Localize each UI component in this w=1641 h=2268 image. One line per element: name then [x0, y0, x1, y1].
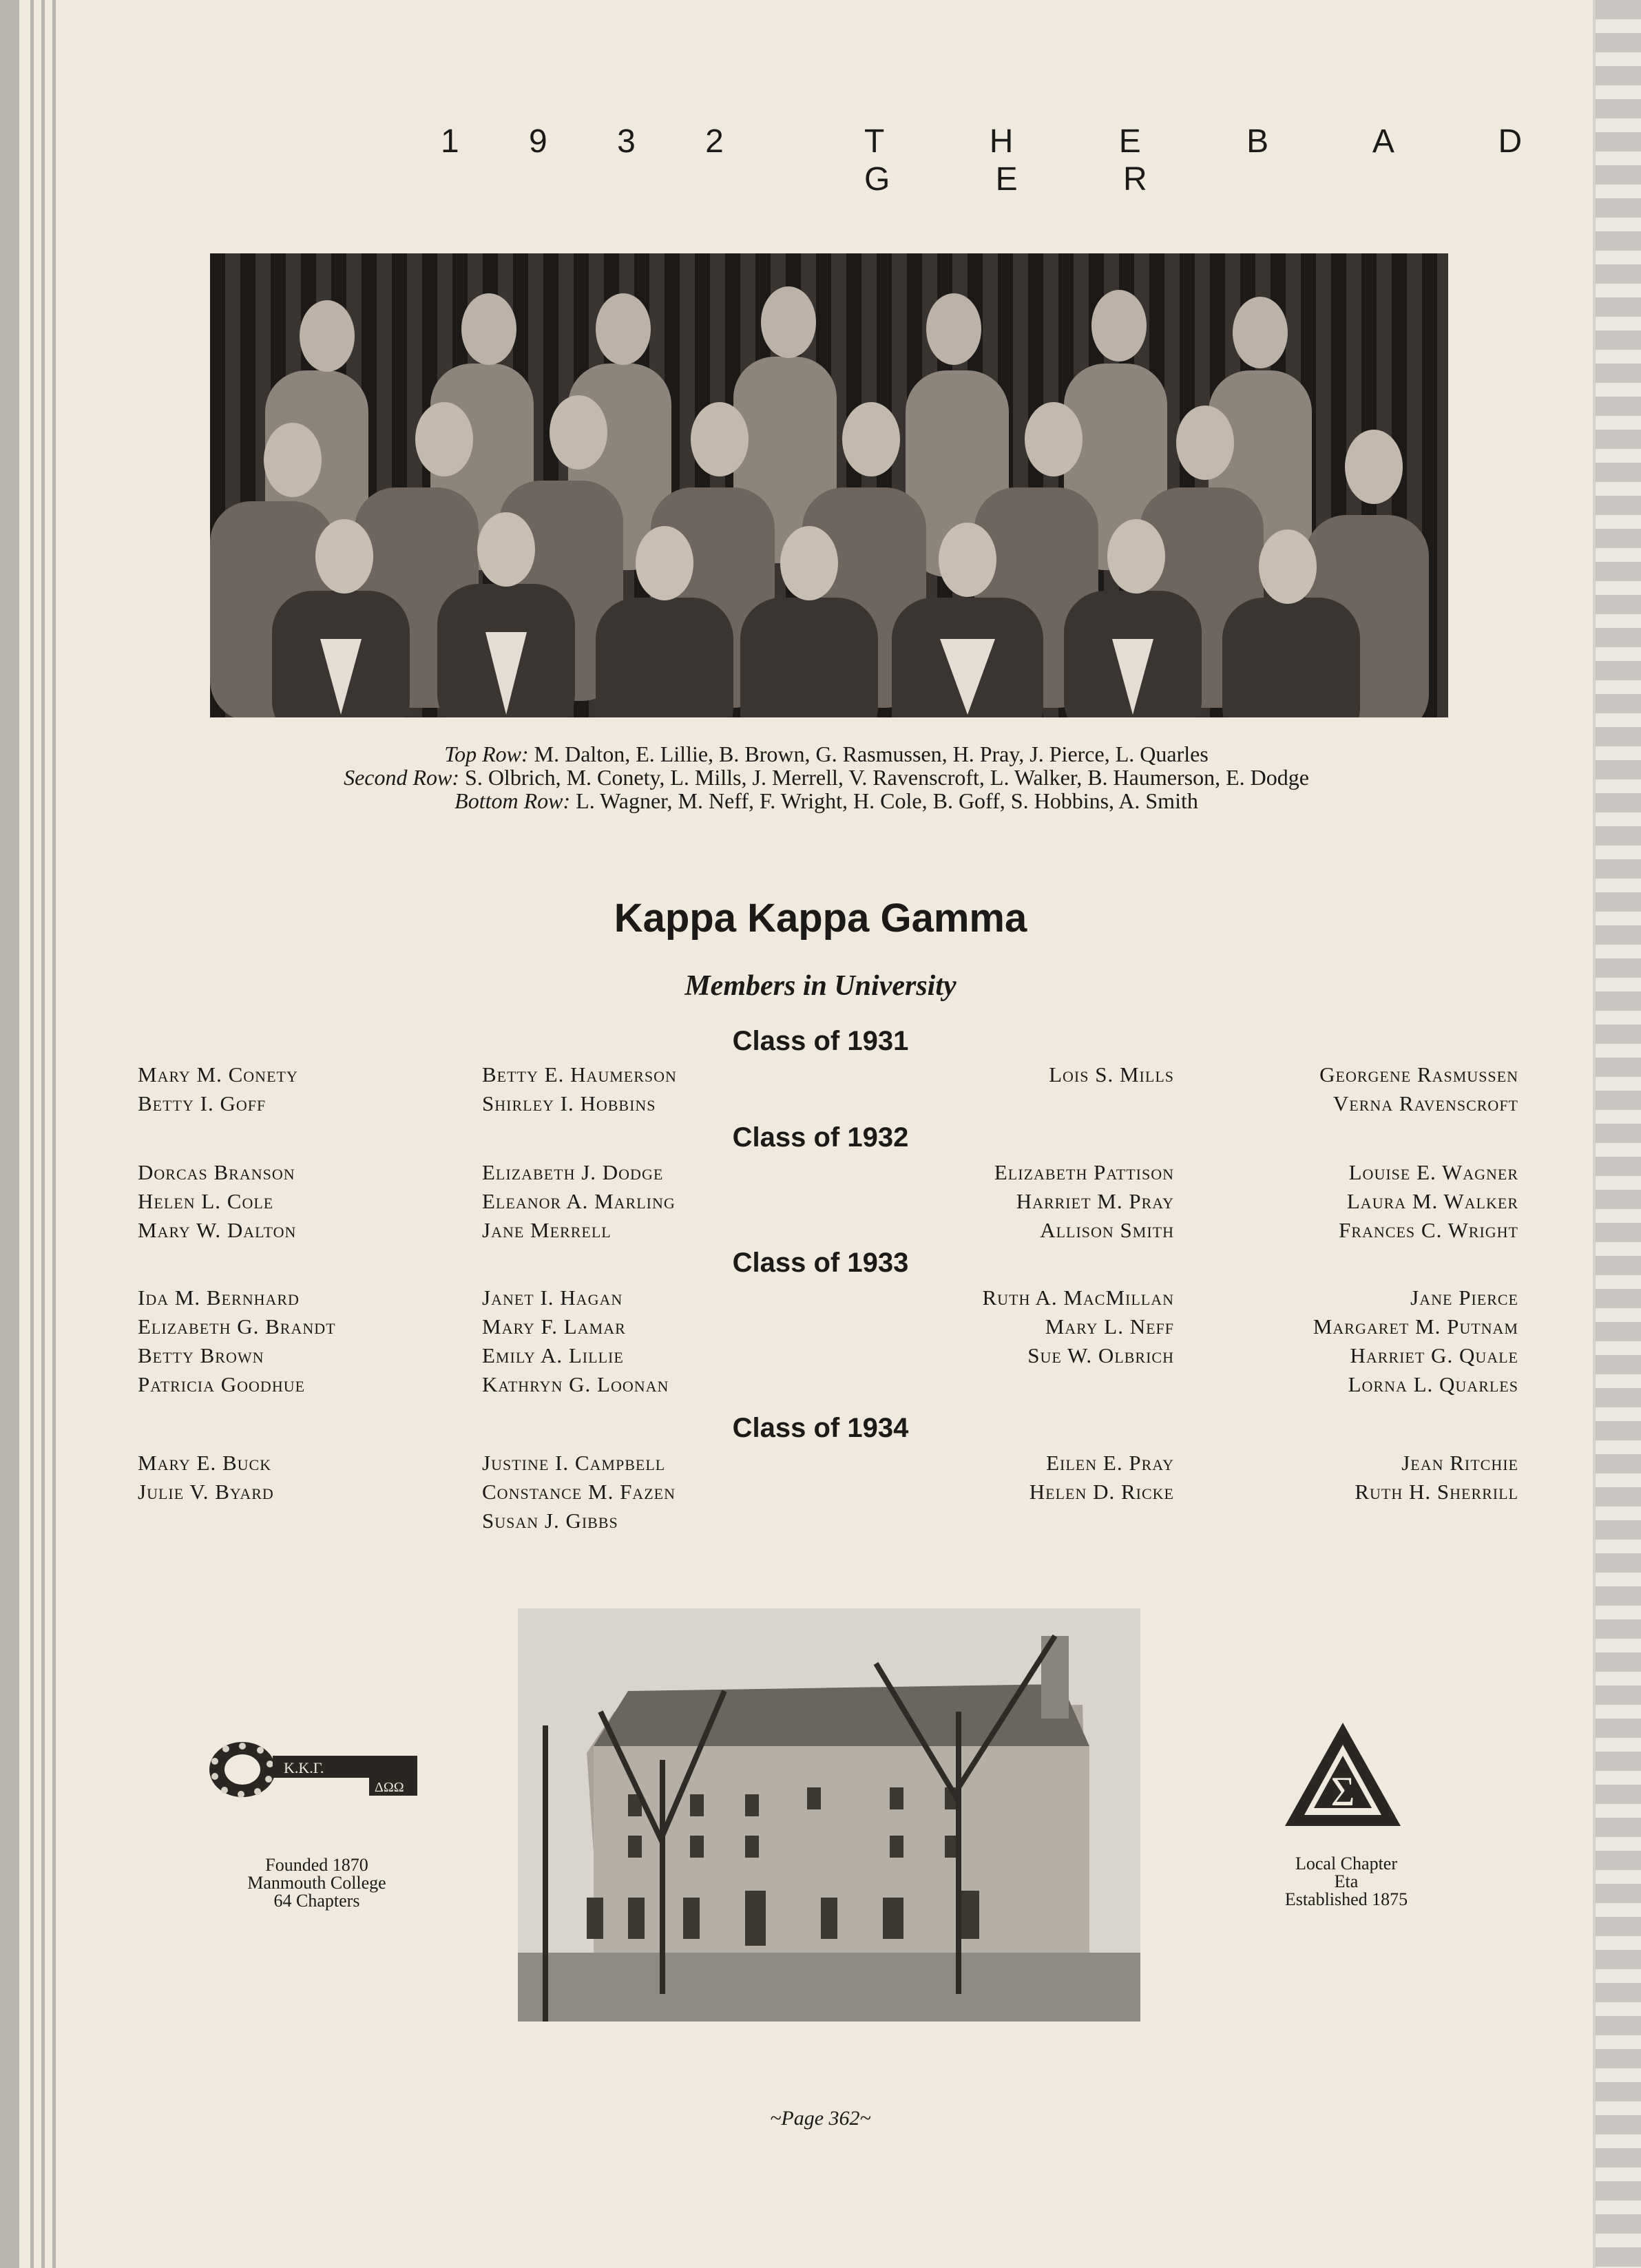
member-column	[826, 1449, 1174, 1506]
local-chapter-caption	[1253, 1855, 1439, 1909]
organization-title: Kappa Kappa Gamma	[614, 896, 1027, 941]
member-name: Jean Ritchie	[1401, 1451, 1518, 1475]
member-column	[482, 1060, 677, 1118]
running-header	[0, 123, 1641, 198]
member-column	[482, 1283, 669, 1399]
class-heading-1932: Class of 1932	[732, 1122, 909, 1153]
header-year: 1 9 3 2	[441, 123, 754, 160]
member-column	[826, 1283, 1174, 1370]
member-name: Mary M. Conety	[138, 1062, 298, 1086]
founded-caption	[207, 1856, 427, 1910]
member-name: Eilen E. Pray	[1046, 1451, 1174, 1475]
triangle-letter: Σ	[1330, 1769, 1355, 1814]
caption-bottom-row: Bottom Row: L. Wagner, M. Neff, F. Wright, H. Cole, B. Goff, S. Hobbins, A. Smith	[454, 788, 1198, 813]
member-column	[1171, 1283, 1518, 1399]
chapter-house-image	[518, 1608, 1140, 2022]
caption-second-row: Second Row: S. Olbrich, M. Conety, L. Mills, J. Merrell, V. Ravenscroft, L. Walker, B. Haumerson, E. Dodge	[344, 765, 1309, 790]
member-name: Georgene Rasmussen	[1319, 1062, 1518, 1086]
class-heading-1934: Class of 1934	[732, 1413, 909, 1443]
local-chapter-line: Local Chapter	[1295, 1854, 1397, 1873]
sigma-triangle-emblem-icon	[1284, 1721, 1402, 1827]
member-name: Elizabeth Pattison	[994, 1160, 1174, 1184]
member-name: Elizabeth J. Dodge	[482, 1160, 664, 1184]
member-name: Mary L. Neff	[1045, 1314, 1174, 1338]
key-emblem-icon	[207, 1741, 421, 1798]
page-number: ~Page 362~	[770, 2107, 871, 2130]
member-name: Ida M. Bernhard	[138, 1285, 300, 1310]
member-name: Mary F. Lamar	[482, 1314, 626, 1338]
local-chapter-line: Established 1875	[1284, 1889, 1408, 1909]
member-column	[138, 1283, 336, 1399]
member-column	[1171, 1060, 1518, 1118]
member-name: Justine I. Campbell	[482, 1451, 666, 1475]
member-name: Sue W. Olbrich	[1027, 1343, 1174, 1367]
photo-caption	[207, 742, 1446, 812]
member-name: Lois S. Mills	[1049, 1062, 1174, 1086]
member-name: Betty I. Goff	[138, 1091, 266, 1115]
organization-subtitle: Members in University	[684, 970, 957, 1002]
header-title: T H E B A D G E R	[864, 123, 1571, 198]
member-name: Janet I. Hagan	[482, 1285, 623, 1310]
member-name: Lorna L. Quarles	[1348, 1372, 1518, 1396]
local-chapter-line: Eta	[1334, 1871, 1359, 1891]
member-name: Margaret M. Putnam	[1313, 1314, 1518, 1338]
founded-line: 64 Chapters	[273, 1891, 360, 1911]
member-column	[826, 1060, 1174, 1089]
member-name: Louise E. Wagner	[1348, 1160, 1518, 1184]
member-column	[1171, 1449, 1518, 1506]
member-name: Ruth A. MacMillan	[982, 1285, 1174, 1310]
member-name: Julie V. Byard	[138, 1480, 274, 1504]
member-name: Verna Ravenscroft	[1332, 1091, 1518, 1115]
member-column	[482, 1449, 676, 1535]
member-name: Mary E. Buck	[138, 1451, 272, 1475]
member-name: Harriet G. Quale	[1350, 1343, 1518, 1367]
group-photograph	[210, 253, 1448, 717]
member-name: Mary W. Dalton	[138, 1218, 297, 1242]
member-name: Laura M. Walker	[1346, 1189, 1518, 1213]
member-name: Constance M. Fazen	[482, 1480, 676, 1504]
group-photo-figures	[210, 253, 1448, 717]
caption-top-row: Top Row: M. Dalton, E. Lillie, B. Brown, G. Rasmussen, H. Pray, J. Pierce, L. Quarles	[444, 742, 1209, 766]
member-name: Susan J. Gibbs	[482, 1509, 618, 1533]
member-name: Jane Merrell	[482, 1218, 612, 1242]
member-name: Kathryn G. Loonan	[482, 1372, 669, 1396]
member-name: Harriet M. Pray	[1016, 1189, 1174, 1213]
member-name: Allison Smith	[1040, 1218, 1174, 1242]
member-name: Jane Pierce	[1410, 1285, 1518, 1310]
key-bit-letters: ΔΩΩ	[375, 1780, 404, 1795]
member-name: Elizabeth G. Brandt	[138, 1314, 336, 1338]
member-name: Helen D. Ricke	[1029, 1480, 1174, 1504]
member-name: Betty E. Haumerson	[482, 1062, 677, 1086]
member-column	[1171, 1158, 1518, 1245]
member-column	[482, 1158, 676, 1245]
member-name: Dorcas Branson	[138, 1160, 295, 1184]
member-column	[138, 1060, 298, 1118]
class-heading-1931: Class of 1931	[732, 1026, 909, 1056]
member-name: Patricia Goodhue	[138, 1372, 306, 1396]
member-name: Ruth H. Sherrill	[1355, 1480, 1518, 1504]
member-name: Eleanor A. Marling	[482, 1189, 676, 1213]
founded-line: Founded 1870	[265, 1855, 368, 1875]
member-column	[138, 1158, 296, 1245]
member-name: Helen L. Cole	[138, 1189, 274, 1213]
class-heading-1933: Class of 1933	[732, 1248, 909, 1278]
member-name: Betty Brown	[138, 1343, 264, 1367]
member-name: Frances C. Wright	[1339, 1218, 1518, 1242]
key-bow-letters: K.K.Γ.	[284, 1759, 324, 1776]
member-name: Shirley I. Hobbins	[482, 1091, 656, 1115]
member-column	[138, 1449, 274, 1506]
member-column	[826, 1158, 1174, 1245]
member-name: Emily A. Lillie	[482, 1343, 624, 1367]
chapter-house-photograph	[518, 1608, 1140, 2022]
founded-line: Manmouth College	[247, 1873, 386, 1893]
